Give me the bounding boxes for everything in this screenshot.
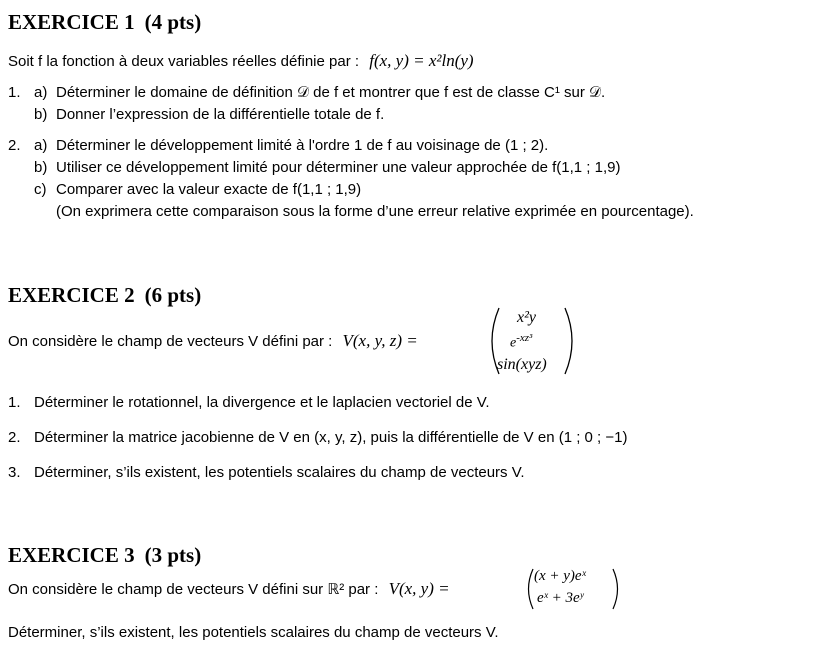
item-label: a) bbox=[34, 137, 48, 154]
item-number: 2. bbox=[8, 137, 21, 154]
exercise-2-intro bbox=[8, 332, 418, 351]
item-text: Comparer avec la valeur exacte de f(1,1 ; 1,9) bbox=[56, 181, 362, 198]
vector-component-2: $e^{-xz^3}$ bbox=[510, 332, 533, 351]
item-label: a) bbox=[34, 84, 48, 101]
exercise-1-intro bbox=[8, 52, 474, 71]
right-paren bbox=[561, 306, 581, 376]
exercise-3-field: V(x, y) = bbox=[388, 579, 450, 598]
exercise-1-item-1a bbox=[8, 84, 605, 102]
exercise-1-title: EXERCICE 1 bbox=[8, 10, 135, 34]
exercise-2-field: V(x, y, z) = bbox=[342, 331, 418, 350]
item-text: Déterminer le développement limité à l'ordre 1 de f au voisinage de (1 ; 2). bbox=[56, 137, 549, 154]
exercise-2-item-3 bbox=[8, 464, 525, 482]
item-number: 3. bbox=[8, 464, 21, 481]
item-label: b) bbox=[34, 106, 48, 123]
item-number: 1. bbox=[8, 394, 21, 411]
vector-component-1: (x + y)eˣ bbox=[534, 568, 586, 584]
exercise-1-intro-text: Soit f la fonction à deux variables réelles définie par : bbox=[8, 53, 360, 70]
item-number: 1. bbox=[8, 84, 21, 101]
item-text: Déterminer la matrice jacobienne de V en (x, y, z), puis la différentielle de V en (1 ; 0 ; −1) bbox=[34, 429, 628, 446]
exercise-1-item-2c-note bbox=[8, 203, 694, 221]
exercise-3-title: EXERCICE 3 bbox=[8, 543, 135, 567]
exercise-3-text: Déterminer, s’ils existent, les potentiels scalaires du champ de vecteurs V. bbox=[8, 624, 499, 641]
exercise-3-heading bbox=[8, 543, 201, 568]
vector-component-2: eˣ + 3eʸ bbox=[537, 590, 584, 606]
exercise-2-item-1 bbox=[8, 394, 490, 412]
exercise-3-intro bbox=[8, 580, 450, 599]
exercise-2-item-2 bbox=[8, 429, 628, 447]
item-text: Déterminer, s’ils existent, les potentiels scalaires du champ de vecteurs V. bbox=[34, 464, 525, 481]
item-text: Utiliser ce développement limité pour déterminer une valeur approchée de f(1,1 ; 1,9) bbox=[56, 159, 621, 176]
exercise-2-intro-text: On considère le champ de vecteurs V défini par : bbox=[8, 333, 333, 350]
item-text: Déterminer le domaine de définition 𝒟 de f et montrer que f est de classe C¹ sur 𝒟. bbox=[56, 84, 606, 101]
exercise-2-points: (6 pts) bbox=[144, 283, 202, 307]
vector-component-1: x²y bbox=[517, 309, 536, 326]
exercise-3-points: (3 pts) bbox=[144, 543, 202, 567]
item-text: (On exprimera cette comparaison sous la forme d’une erreur relative exprimée en pourcentage). bbox=[56, 203, 694, 220]
exercise-1-function: f(x, y) = x²ln(y) bbox=[369, 51, 474, 70]
item-text: Donner l’expression de la différentielle totale de f. bbox=[56, 106, 385, 123]
exercise-3-intro-text: On considère le champ de vecteurs V défini sur ℝ² par : bbox=[8, 581, 379, 598]
item-number: 2. bbox=[8, 429, 21, 446]
item-label: c) bbox=[34, 181, 47, 198]
item-text: Déterminer le rotationnel, la divergence et le laplacien vectoriel de V. bbox=[34, 394, 490, 411]
exercise-1-item-2b bbox=[8, 159, 620, 177]
exercise-1-item-1b bbox=[8, 106, 384, 124]
exercise-1-heading bbox=[8, 10, 201, 35]
right-paren bbox=[610, 567, 624, 611]
exercise-1-item-2c bbox=[8, 181, 361, 199]
exercise-1-points: (4 pts) bbox=[144, 10, 202, 34]
vector-component-3: sin(xyz) bbox=[497, 356, 547, 373]
exercise-2-heading bbox=[8, 283, 201, 308]
exercise-1-item-2a bbox=[8, 137, 548, 155]
exercise-2-title: EXERCICE 2 bbox=[8, 283, 135, 307]
item-label: b) bbox=[34, 159, 48, 176]
